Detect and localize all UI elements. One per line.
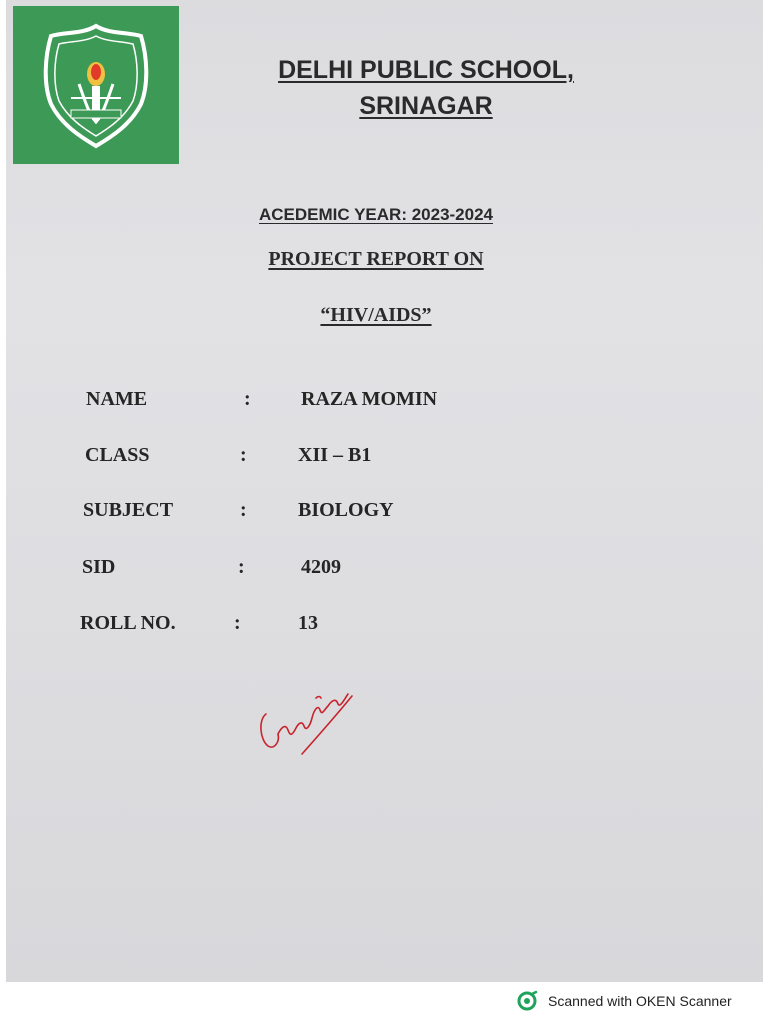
school-emblem — [13, 6, 179, 164]
detail-label: NAME — [86, 388, 148, 410]
detail-value: 4209 — [301, 556, 341, 578]
detail-value: RAZA MOMIN — [301, 388, 438, 410]
detail-label: SUBJECT — [83, 499, 174, 521]
detail-colon: : — [234, 612, 241, 634]
detail-label: ROLL NO. — [80, 612, 176, 634]
school-crest-icon — [13, 6, 179, 164]
school-name-line2: SRINAGAR — [359, 92, 493, 120]
scanner-footer — [516, 990, 732, 1012]
academic-year: ACEDEMIC YEAR: 2023-2024 — [259, 205, 493, 224]
report-heading: PROJECT REPORT ON — [268, 248, 484, 270]
detail-colon: : — [238, 556, 245, 578]
detail-label: CLASS — [85, 444, 150, 466]
detail-value: 13 — [298, 612, 318, 634]
detail-colon: : — [240, 499, 247, 521]
detail-value: BIOLOGY — [298, 499, 394, 521]
report-topic: “HIV/AIDS” — [320, 304, 432, 326]
detail-value: XII – B1 — [298, 444, 372, 466]
oken-scanner-logo-icon — [516, 990, 538, 1012]
handwritten-signature — [252, 680, 362, 760]
scanned-page — [6, 0, 763, 982]
detail-label: SID — [82, 556, 116, 578]
scanner-footer-text: Scanned with OKEN Scanner — [548, 993, 732, 1009]
detail-colon: : — [240, 444, 247, 466]
school-name-line1: DELHI PUBLIC SCHOOL, — [278, 56, 574, 84]
detail-colon: : — [244, 388, 251, 410]
